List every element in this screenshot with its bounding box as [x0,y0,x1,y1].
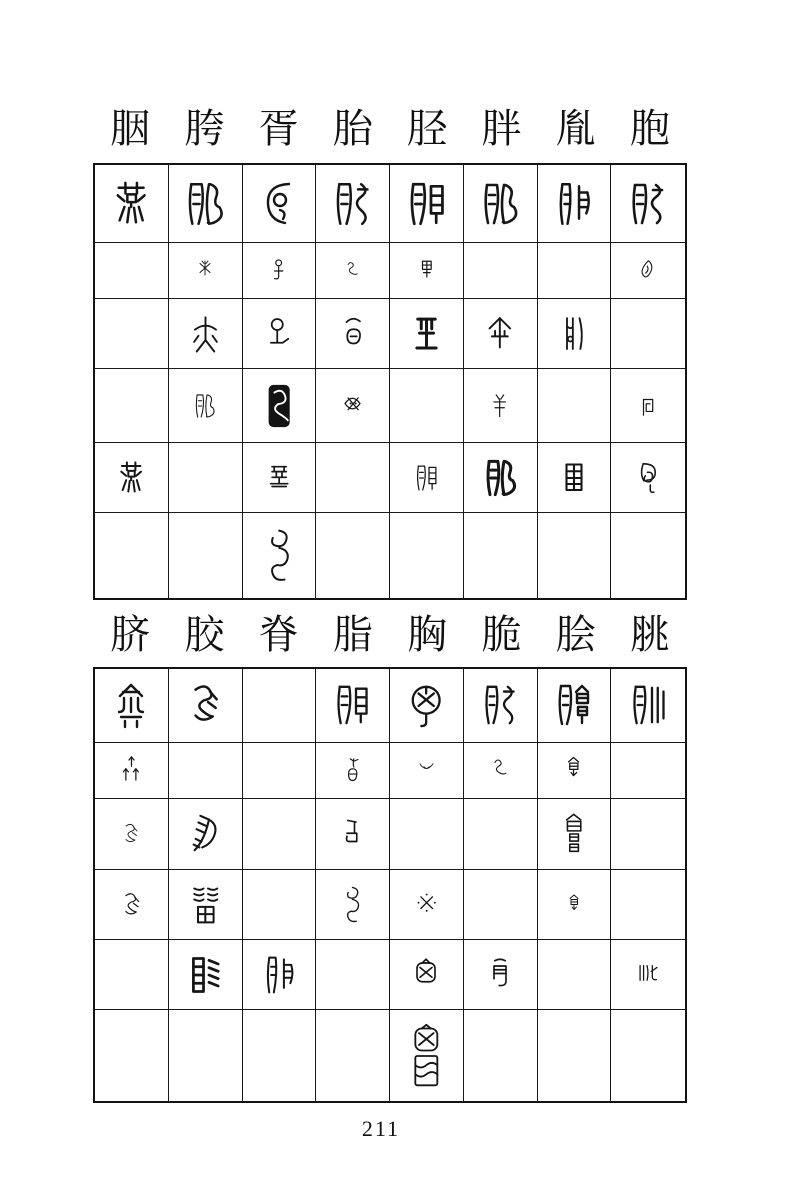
glyph-cell [169,669,243,743]
column-header: 脊 [258,612,299,657]
empty-cell [611,870,685,940]
empty-cell [316,443,390,513]
column-header: 脍 [555,612,596,657]
column-header: 脁 [629,612,670,657]
empty-cell [611,299,685,369]
empty-cell [95,299,169,369]
glyph-cell [611,669,685,743]
empty-cell [538,940,612,1010]
ancient-glyph-icon [483,457,518,499]
empty-cell [464,1010,538,1101]
ancient-glyph-icon [267,257,290,285]
glyph-cell [390,870,464,940]
column-header: 胶 [184,612,225,657]
ancient-glyph-icon [415,891,438,919]
glyph-cell [464,443,538,513]
ancient-glyph-icon [416,258,438,284]
table1-header-row [93,104,687,154]
ancient-glyph-icon [564,893,584,917]
glyph-cell [390,940,464,1010]
table2-header-row [93,610,687,660]
empty-cell [316,513,390,598]
glyph-cell [611,940,685,1010]
glyph-cell [95,743,169,799]
empty-cell [390,799,464,871]
column-header: 胭 [110,106,151,151]
glyph-cell [464,299,538,369]
empty-cell [169,513,243,598]
empty-cell [95,513,169,598]
column-header: 胫 [407,106,448,151]
ancient-glyph-icon [332,179,374,229]
glyph-cell [464,669,538,743]
ancient-glyph-icon [117,461,145,495]
column-header: 胯 [184,106,225,151]
glyph-cell [390,1010,464,1101]
ancient-glyph-icon [628,180,668,228]
glyph-cell [316,669,390,743]
empty-cell [390,369,464,443]
ancient-glyph-icon [343,260,361,282]
glyph-cell [316,799,390,871]
empty-cell [169,743,243,799]
glyph-cell [538,870,612,940]
ancient-glyph-icon [488,392,511,420]
glyph-cell [243,940,317,1010]
glyph-cell [316,243,390,299]
glyph-cell [169,299,243,369]
empty-cell [611,513,685,598]
glyph-cell [464,743,538,799]
glyph-cell [464,940,538,1010]
ancient-glyph-icon [112,181,150,227]
glyph-cell [390,165,464,243]
ancient-glyph-icon [261,527,297,585]
empty-cell [95,243,169,299]
glyph-cell [316,165,390,243]
ancient-glyph-icon [193,392,216,420]
glyph-cell [316,299,390,369]
glyph-grid-1 [93,163,687,600]
glyph-cell [95,799,169,871]
empty-cell [243,743,317,799]
glyph-cell [95,443,169,513]
glyph-cell [538,165,612,243]
ancient-glyph-icon [188,313,223,355]
ancient-glyph-icon [120,891,143,919]
glyph-cell [390,299,464,369]
empty-cell [169,1010,243,1101]
glyph-cell [390,669,464,743]
column-header: 胖 [481,106,522,151]
column-header: 脐 [110,612,151,657]
glyph-cell [243,513,317,598]
glyph-cell [169,870,243,940]
ancient-glyph-icon [481,682,519,728]
empty-cell [95,369,169,443]
empty-cell [464,799,538,871]
page-number: 211 [361,1116,401,1141]
column-header: 胸 [407,612,448,657]
ancient-glyph-icon [629,682,667,728]
glyph-cell [243,243,317,299]
empty-cell [243,669,317,743]
glyph-cell [95,669,169,743]
column-header: 胥 [258,106,299,151]
glyph-grid-2 [93,667,687,1103]
ancient-glyph-icon [554,681,594,729]
ancient-glyph-icon [186,682,224,728]
column-header: 胎 [332,106,373,151]
glyph-cell [169,165,243,243]
glyph-cell [95,165,169,243]
ancient-glyph-icon [186,811,224,857]
glyph-cell [464,165,538,243]
ancient-glyph-icon [337,315,369,353]
empty-cell [243,870,317,940]
empty-cell [316,940,390,1010]
ancient-glyph-icon [553,179,595,229]
empty-cell [95,940,169,1010]
empty-cell [243,799,317,871]
ancient-glyph-icon [561,755,586,785]
ancient-glyph-icon [340,391,365,421]
glyph-cell [390,743,464,799]
glyph-cell [390,243,464,299]
column-header: 胞 [629,106,670,151]
empty-cell [169,443,243,513]
glyph-cell [464,369,538,443]
empty-cell [538,513,612,598]
empty-cell [316,1010,390,1101]
ancient-glyph-icon [259,180,299,228]
glyph-cell [95,870,169,940]
glyph-cell [611,443,685,513]
glyph-cell [316,743,390,799]
glyph-cell [538,743,612,799]
glyph-cell [538,799,612,871]
glyph-cell [316,870,390,940]
empty-cell [390,513,464,598]
glyph-cell [169,940,243,1010]
ancient-glyph-icon [558,812,589,856]
ancient-glyph-icon [489,757,511,783]
glyph-cell [538,443,612,513]
ancient-glyph-icon [260,383,298,429]
glyph-cell [611,165,685,243]
empty-cell [611,743,685,799]
ancient-glyph-icon [187,883,224,927]
ancient-glyph-icon [341,756,364,784]
ancient-glyph-icon [480,180,520,228]
glyph-cell [243,443,317,513]
column-header: 脆 [481,612,522,657]
ancient-glyph-icon [263,315,295,353]
glyph-cell [169,369,243,443]
ancient-glyph-icon [485,957,515,993]
ancient-glyph-icon [411,957,441,993]
ancient-glyph-icon [111,681,151,729]
empty-cell [538,369,612,443]
ancient-glyph-icon [636,961,659,989]
ancient-glyph-icon [184,179,226,229]
ancient-glyph-icon [637,258,659,284]
column-header: 胤 [555,106,596,151]
empty-cell [95,1010,169,1101]
ancient-glyph-icon [333,682,371,728]
ancient-glyph-icon [121,822,141,846]
ancient-glyph-icon [265,461,293,495]
glyph-cell [538,299,612,369]
glyph-cell [243,165,317,243]
ancient-glyph-icon [557,314,590,354]
empty-cell [243,1010,317,1101]
ancient-glyph-icon [634,461,662,495]
ancient-glyph-icon [484,315,516,353]
empty-cell [611,799,685,871]
empty-cell [464,243,538,299]
ancient-glyph-icon [338,816,368,852]
column-header: 脂 [332,612,373,657]
empty-cell [611,1010,685,1101]
ancient-glyph-icon [187,953,224,997]
empty-cell [538,243,612,299]
glyph-cell [538,669,612,743]
ancient-glyph-icon [407,682,445,728]
glyph-cell [316,369,390,443]
ancient-glyph-icon [414,463,439,493]
glyph-cell [169,799,243,871]
ancient-glyph-icon [406,179,448,229]
ancient-glyph-icon [408,1023,445,1089]
ancient-glyph-icon [637,393,659,419]
ancient-glyph-icon [409,313,444,355]
glyph-cell [169,243,243,299]
ancient-glyph-icon [119,755,144,785]
empty-cell [464,870,538,940]
glyph-cell [611,369,685,443]
empty-cell [464,513,538,598]
glyph-cell [611,243,685,299]
ancient-glyph-icon [418,760,435,780]
ancient-glyph-icon [195,259,215,283]
glyph-cell [390,443,464,513]
ancient-glyph-icon [261,953,298,997]
glyph-cell [243,299,317,369]
empty-cell [538,1010,612,1101]
ancient-glyph-icon [559,460,589,496]
glyph-cell [243,369,317,443]
ancient-glyph-icon [340,885,365,925]
